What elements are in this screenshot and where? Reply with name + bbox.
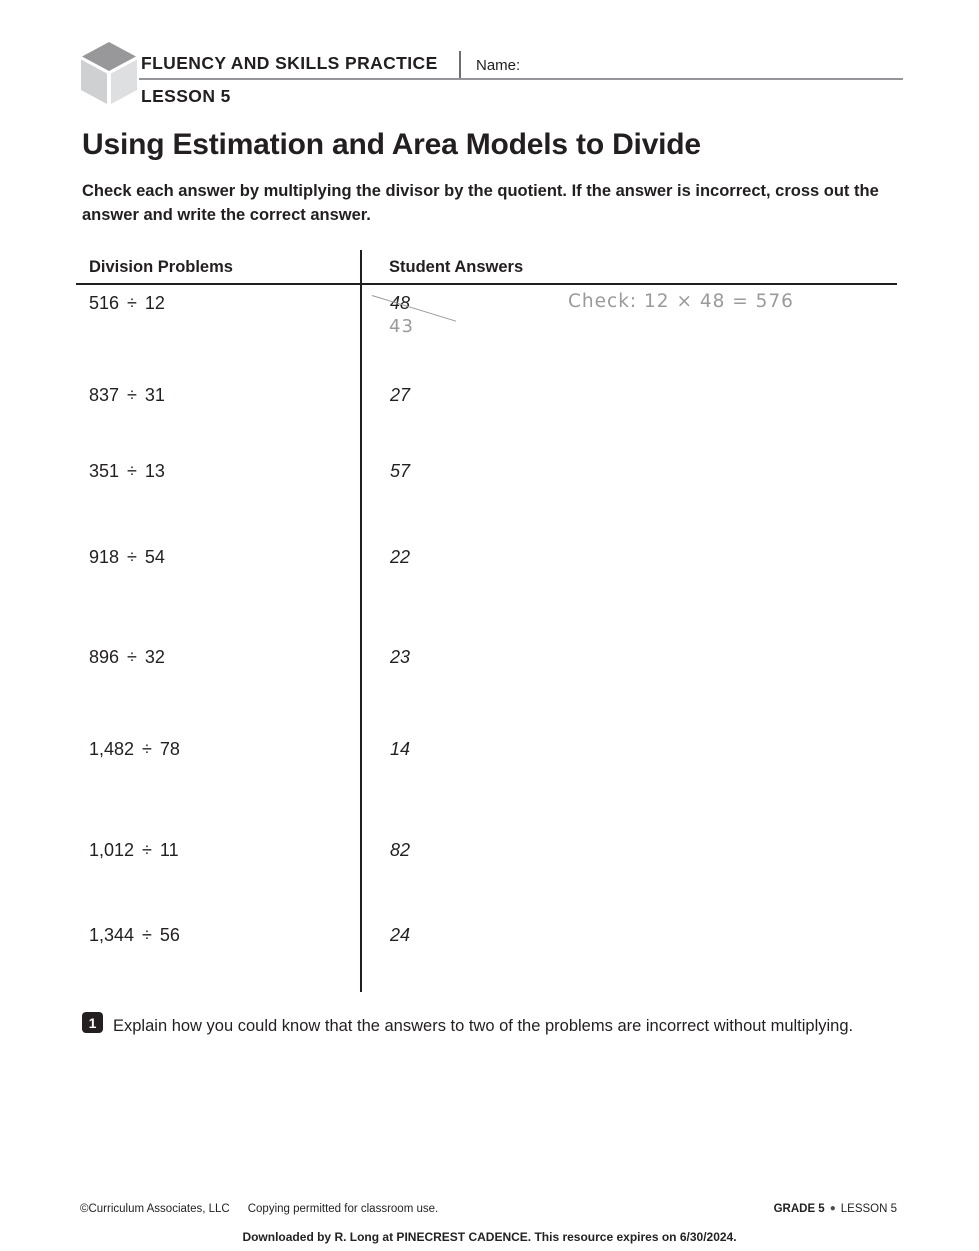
name-line — [139, 78, 903, 80]
footer-lesson-label: LESSON 5 — [840, 1203, 897, 1215]
instructions: Check each answer by multiplying the divisor by the quotient. If the answer is incorrect, cross out the answer and write the correct answer. — [82, 182, 879, 224]
division-problem: 1,482 ÷ 78 — [89, 739, 180, 759]
table-row — [0, 832, 979, 917]
question-text: Explain how you could know that the answers to two of the problems are incorrect without multiplying. — [113, 1017, 854, 1035]
table-row — [0, 639, 979, 731]
lesson-label: LESSON 5 — [141, 86, 231, 106]
table-row — [0, 917, 979, 984]
student-answer: 27 — [390, 385, 411, 405]
student-answer: 24 — [390, 925, 411, 945]
page-title: Using Estimation and Area Models to Divide — [82, 128, 701, 161]
column-header-student-answers: Student Answers — [389, 258, 524, 276]
table-row — [0, 377, 979, 453]
student-answer: 48 — [390, 293, 411, 313]
check-note: Check: 12 × 48 = 576 — [568, 291, 794, 312]
footer-copyright — [80, 1203, 438, 1215]
correction-value: 43 — [389, 316, 414, 337]
table-row — [0, 285, 979, 377]
table-row — [0, 453, 979, 539]
copyright-text: ©Curriculum Associates, LLC — [80, 1203, 230, 1215]
student-answer: 22 — [390, 547, 411, 567]
header-divider — [459, 51, 461, 78]
division-problem: 918 ÷ 54 — [89, 547, 165, 567]
strikethrough-line — [372, 295, 456, 322]
curriculum-associates-cube-icon — [79, 41, 139, 105]
division-problem: 896 ÷ 32 — [89, 647, 165, 667]
table-rows — [0, 285, 979, 984]
column-header-division-problems: Division Problems — [89, 258, 233, 276]
student-answer: 82 — [390, 840, 411, 860]
download-notice: Downloaded by R. Long at PINECREST CADENCE. This resource expires on 6/30/2024. — [242, 1230, 737, 1244]
division-problem: 351 ÷ 13 — [89, 461, 165, 481]
footer-grade-lesson — [774, 1203, 897, 1215]
student-answer: 23 — [390, 647, 411, 667]
practice-kicker: FLUENCY AND SKILLS PRACTICE — [141, 53, 438, 73]
table-row — [0, 539, 979, 639]
division-problem: 837 ÷ 31 — [89, 385, 165, 405]
student-answer: 14 — [390, 739, 411, 759]
question-number-badge: 1 — [82, 1012, 103, 1033]
name-label: Name: — [476, 57, 521, 74]
bullet-separator-icon: ● — [829, 1203, 836, 1214]
division-problem: 1,344 ÷ 56 — [89, 925, 180, 945]
table-row — [0, 731, 979, 832]
permission-text: Copying permitted for classroom use. — [247, 1203, 439, 1215]
student-answer: 57 — [390, 461, 411, 481]
division-problem: 1,012 ÷ 11 — [89, 840, 179, 860]
grade-label: GRADE 5 — [773, 1203, 825, 1215]
division-problem: 516 ÷ 12 — [89, 293, 165, 313]
